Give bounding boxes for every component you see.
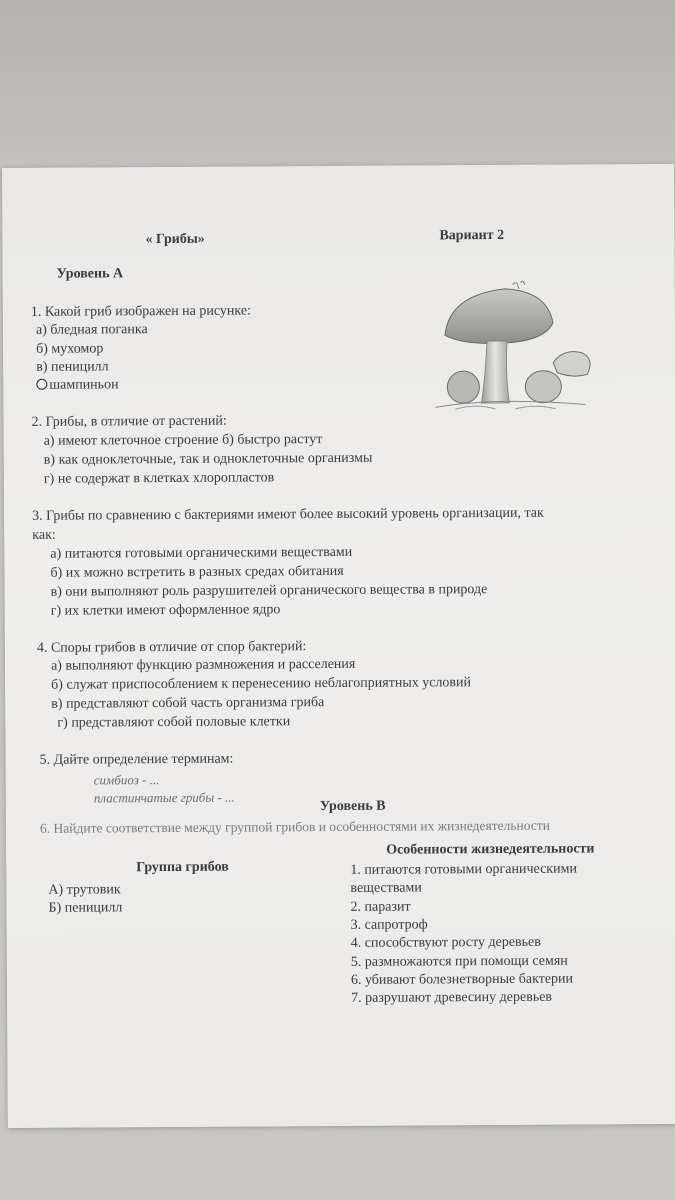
q6-feature-3: 3. сапротроф [350, 917, 428, 933]
q1-option-d-text: шампиньон [49, 377, 119, 393]
q6-feature-2: 2. паразит [350, 899, 411, 915]
q6-feature-7: 7. разрушают древесину деревьев [351, 989, 553, 1006]
q2-option-c: в) как одноклеточные, так и одноклеточные организмы [43, 450, 373, 468]
q1-question: 1. Какой гриб изображен на рисунке: [30, 303, 251, 320]
q6-feature-5: 5. размножаются при помощи семян [350, 953, 568, 970]
q2-option-d: г) не содержат в клетках хлоропластов [43, 470, 275, 487]
q6-feature-4: 4. способствуют росту деревьев [350, 934, 541, 951]
q1-option-d [36, 376, 118, 394]
q3-option-d: г) их клетки имеют оформленное ядро [50, 602, 281, 619]
q3-option-c: в) они выполняют роль разрушителей органического вещества в природе [50, 582, 488, 600]
q6-feature-1a: 1. питаются готовыми органическими [350, 861, 577, 878]
q6-feature-1b: веществами [350, 880, 422, 896]
q6-features-header: Особенности жизнедеятельности [386, 841, 595, 858]
q6-group-b: Б) пеницилл [48, 900, 123, 916]
q4-option-b: б) служат приспособлением к перенесению неблагоприятных условий [51, 675, 472, 693]
worksheet-page [2, 164, 675, 1128]
q3-question-line2: как: [32, 527, 56, 543]
q5-term-symbiosis: симбиоз - ... [93, 772, 160, 788]
q2-option-ab: а) имеют клеточное строение б) быстро растут [43, 432, 323, 449]
q6-question: 6. Найдите соответствие между группой грибов и особенностями их жизнедеятельности [39, 817, 550, 836]
level-a-title: Уровень А [56, 266, 124, 282]
q6-feature-6: 6. убивают болезнетворные бактерии [350, 971, 574, 988]
q6-group-a: А) трутовик [48, 882, 121, 898]
q4-question: 4. Споры грибов в отличие от спор бактерий: [36, 639, 307, 656]
q6-group-header: Группа грибов [136, 859, 229, 876]
q5-question: 5. Дайте определение терминам: [39, 751, 234, 768]
circled-answer-mark [36, 379, 47, 390]
variant-label: Вариант 2 [439, 227, 505, 244]
q4-option-c: в) представляют собой часть организма гриба [51, 695, 325, 712]
q2-question: 2. Грибы, в отличие от растений: [31, 413, 227, 430]
q1-option-b: б) мухомор [36, 341, 104, 357]
q1-option-c: в) пеницилл [36, 359, 109, 375]
q4-option-d: г) представляют собой половые клетки [57, 714, 291, 731]
q3-option-a: а) питаются готовыми органическими веществами [50, 544, 353, 562]
q5-term-lamellar: пластинчатые грибы - ... [93, 789, 235, 806]
worksheet-topic: « Грибы» [145, 231, 205, 248]
q1-option-a: а) бледная поганка [35, 322, 148, 338]
q3-question-line1: 3. Грибы по сравнению с бактериями имеют более высокий уровень организации, так [32, 505, 544, 524]
level-b-title: Уровень В [319, 798, 386, 815]
q4-option-a: а) выполняют функцию размножения и расселения [50, 656, 356, 674]
mushroom-illustration [435, 276, 606, 417]
q3-option-b: б) их можно встретить в разных средах обитания [50, 563, 344, 581]
